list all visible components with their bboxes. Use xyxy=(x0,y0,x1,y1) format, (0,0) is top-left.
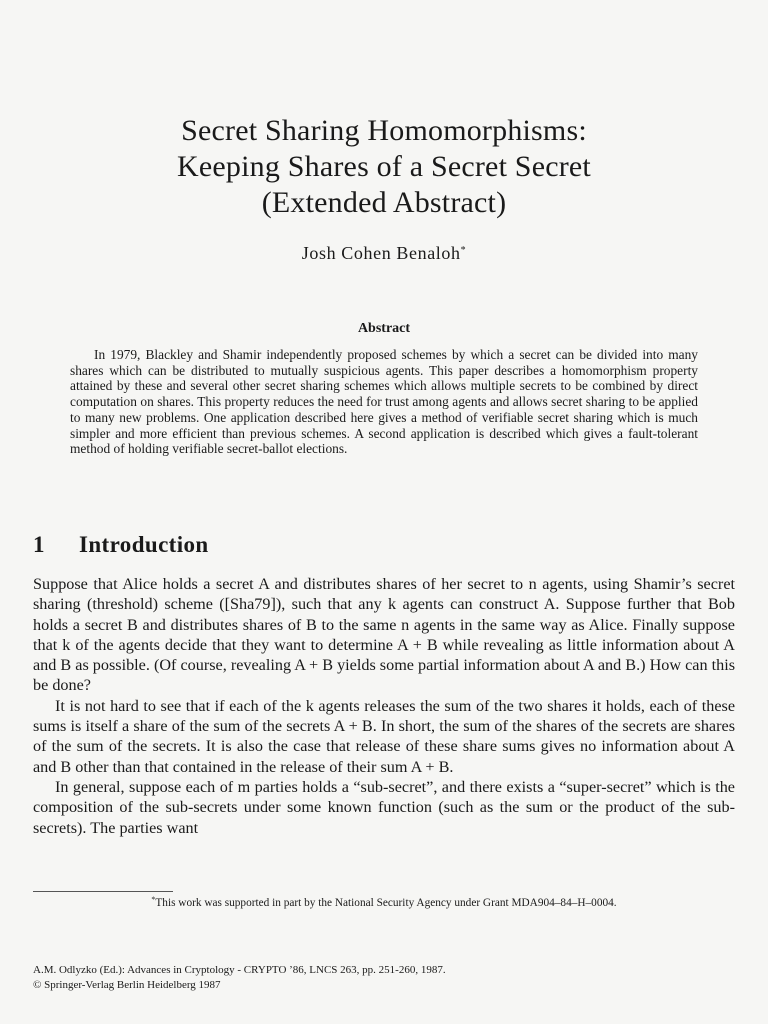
title-line: Secret Sharing Homomorphisms: xyxy=(181,114,587,147)
abstract-heading: Abstract xyxy=(357,321,411,336)
body-paragraph: In general, suppose each of m parties holds a “sub-secret”, and there exists a “super-secret” which is the composition of the sub-secrets under some known function (such as the sum or the product of the sub-secrets). The parties want xyxy=(33,777,735,837)
section-heading xyxy=(33,532,209,558)
footnote-text: This work was supported in part by the National Security Agency under Grant MDA904–84–H–0004. xyxy=(155,897,617,909)
section-number: 1 xyxy=(33,532,45,557)
copyright-line: © Springer-Verlag Berlin Heidelberg 1987 xyxy=(33,979,221,991)
title-line: Keeping Shares of a Secret Secret xyxy=(177,150,591,183)
footnote-divider xyxy=(33,891,173,892)
body-paragraph: It is not hard to see that if each of the k agents releases the sum of the two shares it holds, each of these sums is itself a share of the sum of the secrets A + B. In short, the sum of the shares of the secrets are shares of the sum of the secrets. It is also the case that release of these share sums gives no information about A and B other than that contained in the release of their sum A + B. xyxy=(33,696,735,776)
footnote-mark: * xyxy=(151,895,156,904)
paper-title xyxy=(0,113,768,221)
author-name: Josh Cohen Benaloh xyxy=(301,243,461,263)
citation-line: A.M. Odlyzko (Ed.): Advances in Cryptology - CRYPTO ’86, LNCS 263, pp. 251-260, 1987. xyxy=(33,964,446,976)
title-line: (Extended Abstract) xyxy=(261,186,507,219)
citation-block xyxy=(33,963,446,993)
body-text xyxy=(33,574,735,838)
author-footnote-mark: * xyxy=(460,245,467,256)
body-paragraph: Suppose that Alice holds a secret A and distributes shares of her secret to n agents, using Shamir’s secret sharing (threshold) scheme ([Sha79]), such that any k agents can construct A. Suppose further that Bob holds a secret B and distributes shares of B to the same n agents in the same way as Alice. Finally suppose that k of the agents decide that they want to determine A + B while revealing as little information about A and B as possible. (Of course, revealing A + B yields some partial information about A and B.) How can this be done? xyxy=(33,575,735,695)
abstract-text: In 1979, Blackley and Shamir independently proposed schemes by which a secret can be divided into many shares which can be distributed to mutually suspicious agents. This paper describes a homomorphism property attained by these and several other secret sharing schemes which allows multiple secrets to be combined by direct computation on shares. This property reduces the need for trust among agents and allows secret sharing to be applied to many new problems. One application described here gives a method of verifiable secret sharing which is much simpler and more efficient than previous schemes. A second application is described which gives a fault-tolerant method of holding verifiable secret-ballot elections. xyxy=(70,347,698,457)
section-title: Introduction xyxy=(79,532,209,557)
footnote xyxy=(33,895,735,909)
author-line xyxy=(0,243,768,264)
